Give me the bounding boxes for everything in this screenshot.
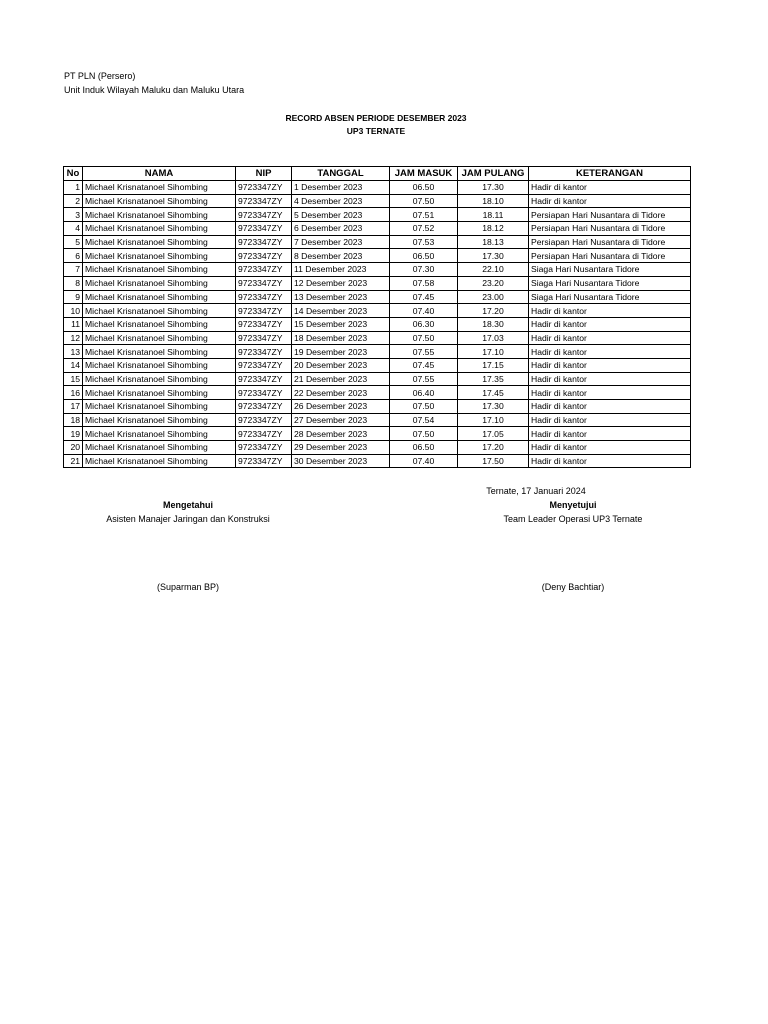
cell-nip: 9723347ZY <box>236 454 292 468</box>
cell-nama: Michael Krisnatanoel Sihombing <box>83 317 236 331</box>
cell-jam-masuk: 06.50 <box>390 181 458 195</box>
cell-jam-masuk: 07.50 <box>390 331 458 345</box>
cell-jam-masuk: 06.50 <box>390 441 458 455</box>
cell-jam-pulang: 17.20 <box>458 441 529 455</box>
cell-jam-masuk: 07.53 <box>390 235 458 249</box>
table-row <box>64 235 691 249</box>
cell-nama: Michael Krisnatanoel Sihombing <box>83 276 236 290</box>
cell-jam-pulang: 17.20 <box>458 304 529 318</box>
left-signature-name: (Suparman BP) <box>156 582 220 592</box>
place-date: Ternate, 17 Januari 2024 <box>486 486 586 496</box>
cell-no: 19 <box>64 427 83 441</box>
cell-jam-masuk: 07.40 <box>390 454 458 468</box>
cell-nip: 9723347ZY <box>236 386 292 400</box>
column-header-nama: NAMA <box>83 167 236 181</box>
cell-jam-masuk: 07.52 <box>390 222 458 236</box>
cell-nip: 9723347ZY <box>236 358 292 372</box>
table-row <box>64 400 691 414</box>
table-row <box>64 413 691 427</box>
cell-no: 20 <box>64 441 83 455</box>
cell-jam-pulang: 17.35 <box>458 372 529 386</box>
cell-jam-masuk: 07.51 <box>390 208 458 222</box>
cell-nip: 9723347ZY <box>236 413 292 427</box>
cell-nip: 9723347ZY <box>236 249 292 263</box>
cell-jam-pulang: 17.30 <box>458 181 529 195</box>
table-row <box>64 454 691 468</box>
cell-keterangan: Hadir di kantor <box>529 317 691 331</box>
cell-jam-pulang: 17.10 <box>458 345 529 359</box>
table-row <box>64 194 691 208</box>
cell-jam-masuk: 07.45 <box>390 358 458 372</box>
cell-no: 17 <box>64 400 83 414</box>
column-header-jam-pulang: JAM PULANG <box>458 167 529 181</box>
company-name: PT PLN (Persero) <box>64 71 136 81</box>
column-header-no: No <box>64 167 83 181</box>
cell-nip: 9723347ZY <box>236 400 292 414</box>
cell-jam-pulang: 17.10 <box>458 413 529 427</box>
table-header-row <box>64 167 691 181</box>
cell-nip: 9723347ZY <box>236 427 292 441</box>
document-title: RECORD ABSEN PERIODE DESEMBER 2023 <box>285 113 467 123</box>
column-header-nip: NIP <box>236 167 292 181</box>
table-row <box>64 372 691 386</box>
cell-tanggal: 11 Desember 2023 <box>292 263 390 277</box>
cell-no: 2 <box>64 194 83 208</box>
cell-tanggal: 4 Desember 2023 <box>292 194 390 208</box>
cell-no: 8 <box>64 276 83 290</box>
cell-jam-pulang: 17.50 <box>458 454 529 468</box>
cell-nama: Michael Krisnatanoel Sihombing <box>83 386 236 400</box>
cell-nama: Michael Krisnatanoel Sihombing <box>83 400 236 414</box>
cell-keterangan: Hadir di kantor <box>529 194 691 208</box>
right-signature-name: (Deny Bachtiar) <box>541 582 605 592</box>
cell-nip: 9723347ZY <box>236 235 292 249</box>
column-header-jam-masuk: JAM MASUK <box>390 167 458 181</box>
cell-nip: 9723347ZY <box>236 194 292 208</box>
cell-jam-masuk: 06.40 <box>390 386 458 400</box>
table-row <box>64 345 691 359</box>
cell-jam-masuk: 06.30 <box>390 317 458 331</box>
table-row <box>64 263 691 277</box>
cell-keterangan: Persiapan Hari Nusantara di Tidore <box>529 249 691 263</box>
cell-nama: Michael Krisnatanoel Sihombing <box>83 454 236 468</box>
cell-jam-pulang: 18.11 <box>458 208 529 222</box>
cell-keterangan: Hadir di kantor <box>529 413 691 427</box>
cell-jam-masuk: 07.50 <box>390 400 458 414</box>
cell-jam-pulang: 18.12 <box>458 222 529 236</box>
cell-tanggal: 27 Desember 2023 <box>292 413 390 427</box>
cell-keterangan: Hadir di kantor <box>529 454 691 468</box>
cell-no: 12 <box>64 331 83 345</box>
cell-keterangan: Hadir di kantor <box>529 181 691 195</box>
table-row <box>64 222 691 236</box>
cell-no: 15 <box>64 372 83 386</box>
cell-tanggal: 20 Desember 2023 <box>292 358 390 372</box>
cell-jam-pulang: 18.13 <box>458 235 529 249</box>
left-signature-position: Asisten Manajer Jaringan dan Konstruksi <box>106 514 270 524</box>
table-row <box>64 304 691 318</box>
cell-tanggal: 19 Desember 2023 <box>292 345 390 359</box>
cell-tanggal: 29 Desember 2023 <box>292 441 390 455</box>
cell-jam-pulang: 17.15 <box>458 358 529 372</box>
table-row <box>64 181 691 195</box>
cell-nama: Michael Krisnatanoel Sihombing <box>83 358 236 372</box>
cell-jam-masuk: 07.30 <box>390 263 458 277</box>
cell-jam-pulang: 17.30 <box>458 249 529 263</box>
cell-nama: Michael Krisnatanoel Sihombing <box>83 263 236 277</box>
table-row <box>64 358 691 372</box>
cell-no: 14 <box>64 358 83 372</box>
right-signature-label: Menyetujui <box>549 500 597 510</box>
cell-keterangan: Hadir di kantor <box>529 386 691 400</box>
cell-no: 1 <box>64 181 83 195</box>
cell-keterangan: Siaga Hari Nusantara Tidore <box>529 263 691 277</box>
cell-no: 13 <box>64 345 83 359</box>
cell-jam-pulang: 17.05 <box>458 427 529 441</box>
cell-keterangan: Hadir di kantor <box>529 304 691 318</box>
cell-keterangan: Hadir di kantor <box>529 331 691 345</box>
cell-keterangan: Persiapan Hari Nusantara di Tidore <box>529 208 691 222</box>
cell-jam-masuk: 07.54 <box>390 413 458 427</box>
cell-keterangan: Hadir di kantor <box>529 372 691 386</box>
cell-jam-masuk: 07.45 <box>390 290 458 304</box>
cell-tanggal: 18 Desember 2023 <box>292 331 390 345</box>
cell-jam-pulang: 23.20 <box>458 276 529 290</box>
cell-tanggal: 26 Desember 2023 <box>292 400 390 414</box>
cell-jam-pulang: 17.45 <box>458 386 529 400</box>
cell-nip: 9723347ZY <box>236 372 292 386</box>
cell-no: 11 <box>64 317 83 331</box>
cell-jam-pulang: 18.30 <box>458 317 529 331</box>
cell-nama: Michael Krisnatanoel Sihombing <box>83 427 236 441</box>
cell-no: 16 <box>64 386 83 400</box>
cell-nama: Michael Krisnatanoel Sihombing <box>83 345 236 359</box>
cell-no: 21 <box>64 454 83 468</box>
column-header-keterangan: KETERANGAN <box>529 167 691 181</box>
cell-tanggal: 22 Desember 2023 <box>292 386 390 400</box>
cell-tanggal: 8 Desember 2023 <box>292 249 390 263</box>
cell-nip: 9723347ZY <box>236 304 292 318</box>
cell-tanggal: 30 Desember 2023 <box>292 454 390 468</box>
cell-keterangan: Persiapan Hari Nusantara di Tidore <box>529 222 691 236</box>
cell-no: 7 <box>64 263 83 277</box>
cell-nama: Michael Krisnatanoel Sihombing <box>83 194 236 208</box>
table-row <box>64 386 691 400</box>
cell-jam-pulang: 18.10 <box>458 194 529 208</box>
cell-keterangan: Hadir di kantor <box>529 400 691 414</box>
cell-tanggal: 6 Desember 2023 <box>292 222 390 236</box>
cell-nip: 9723347ZY <box>236 317 292 331</box>
table-row <box>64 276 691 290</box>
cell-keterangan: Hadir di kantor <box>529 441 691 455</box>
table-row <box>64 427 691 441</box>
cell-nama: Michael Krisnatanoel Sihombing <box>83 222 236 236</box>
cell-jam-masuk: 07.58 <box>390 276 458 290</box>
cell-nama: Michael Krisnatanoel Sihombing <box>83 372 236 386</box>
cell-tanggal: 12 Desember 2023 <box>292 276 390 290</box>
cell-nip: 9723347ZY <box>236 208 292 222</box>
cell-nip: 9723347ZY <box>236 181 292 195</box>
cell-jam-masuk: 07.40 <box>390 304 458 318</box>
cell-keterangan: Hadir di kantor <box>529 427 691 441</box>
cell-nip: 9723347ZY <box>236 331 292 345</box>
cell-no: 10 <box>64 304 83 318</box>
cell-jam-masuk: 07.50 <box>390 427 458 441</box>
cell-tanggal: 1 Desember 2023 <box>292 181 390 195</box>
cell-no: 3 <box>64 208 83 222</box>
cell-jam-masuk: 07.55 <box>390 372 458 386</box>
cell-nama: Michael Krisnatanoel Sihombing <box>83 441 236 455</box>
cell-keterangan: Persiapan Hari Nusantara di Tidore <box>529 235 691 249</box>
cell-jam-masuk: 07.55 <box>390 345 458 359</box>
table-row <box>64 208 691 222</box>
cell-nama: Michael Krisnatanoel Sihombing <box>83 413 236 427</box>
cell-jam-pulang: 17.03 <box>458 331 529 345</box>
table-row <box>64 249 691 263</box>
cell-no: 18 <box>64 413 83 427</box>
cell-nama: Michael Krisnatanoel Sihombing <box>83 235 236 249</box>
cell-nip: 9723347ZY <box>236 290 292 304</box>
cell-keterangan: Hadir di kantor <box>529 345 691 359</box>
unit-name: Unit Induk Wilayah Maluku dan Maluku Utara <box>64 85 245 95</box>
cell-keterangan: Hadir di kantor <box>529 358 691 372</box>
table-body <box>64 181 691 468</box>
cell-tanggal: 13 Desember 2023 <box>292 290 390 304</box>
cell-nip: 9723347ZY <box>236 276 292 290</box>
left-signature-label: Mengetahui <box>162 500 213 510</box>
cell-no: 5 <box>64 235 83 249</box>
cell-nip: 9723347ZY <box>236 222 292 236</box>
cell-jam-masuk: 07.50 <box>390 194 458 208</box>
cell-nama: Michael Krisnatanoel Sihombing <box>83 290 236 304</box>
cell-jam-pulang: 17.30 <box>458 400 529 414</box>
attendance-table <box>63 166 691 468</box>
cell-jam-pulang: 23.00 <box>458 290 529 304</box>
cell-keterangan: Siaga Hari Nusantara Tidore <box>529 290 691 304</box>
cell-tanggal: 5 Desember 2023 <box>292 208 390 222</box>
cell-nama: Michael Krisnatanoel Sihombing <box>83 249 236 263</box>
cell-tanggal: 7 Desember 2023 <box>292 235 390 249</box>
document-subtitle: UP3 TERNATE <box>346 126 406 136</box>
cell-no: 9 <box>64 290 83 304</box>
cell-nama: Michael Krisnatanoel Sihombing <box>83 331 236 345</box>
cell-jam-masuk: 06.50 <box>390 249 458 263</box>
cell-nama: Michael Krisnatanoel Sihombing <box>83 208 236 222</box>
right-signature-position: Team Leader Operasi UP3 Ternate <box>503 514 643 524</box>
column-header-tanggal: TANGGAL <box>292 167 390 181</box>
cell-no: 6 <box>64 249 83 263</box>
table-row <box>64 331 691 345</box>
cell-nama: Michael Krisnatanoel Sihombing <box>83 304 236 318</box>
cell-nip: 9723347ZY <box>236 441 292 455</box>
cell-jam-pulang: 22.10 <box>458 263 529 277</box>
cell-tanggal: 28 Desember 2023 <box>292 427 390 441</box>
cell-tanggal: 21 Desember 2023 <box>292 372 390 386</box>
table-row <box>64 290 691 304</box>
cell-tanggal: 14 Desember 2023 <box>292 304 390 318</box>
cell-nama: Michael Krisnatanoel Sihombing <box>83 181 236 195</box>
cell-tanggal: 15 Desember 2023 <box>292 317 390 331</box>
cell-nip: 9723347ZY <box>236 345 292 359</box>
table-row <box>64 441 691 455</box>
cell-keterangan: Siaga Hari Nusantara Tidore <box>529 276 691 290</box>
cell-nip: 9723347ZY <box>236 263 292 277</box>
table-row <box>64 317 691 331</box>
cell-no: 4 <box>64 222 83 236</box>
